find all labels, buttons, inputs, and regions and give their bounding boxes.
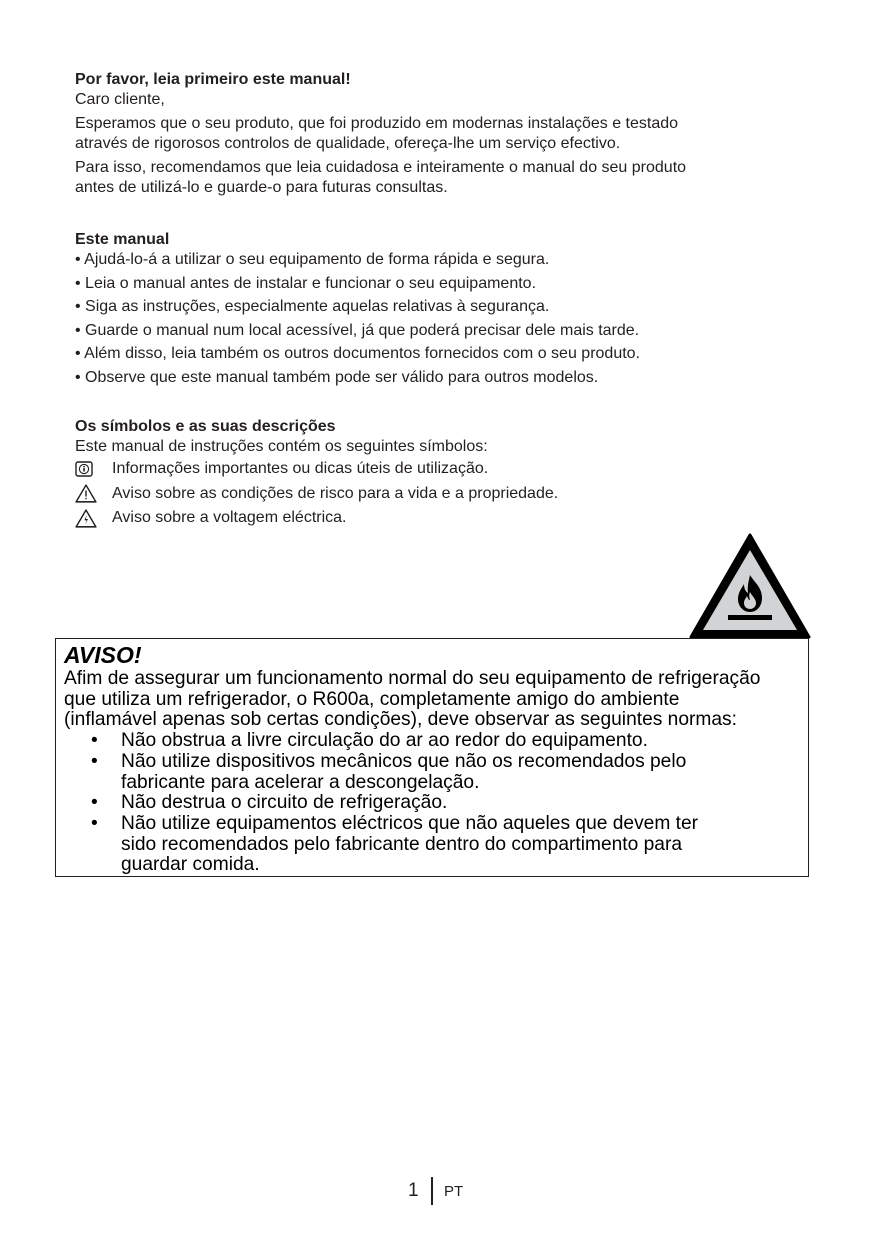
list-item: • Ajudá-lo-á a utilizar o seu equipamento de forma rápida e segura. [75, 251, 550, 268]
intro-paragraph-1-line-1: Esperamos que o seu produto, que foi produzido em modernas instalações e testado [75, 115, 679, 132]
list-item [64, 814, 808, 876]
manual-heading: Este manual [75, 231, 170, 248]
list-item: • Guarde o manual num local acessível, já que poderá precisar dele mais tarde. [75, 321, 640, 339]
bullet: • [91, 750, 98, 772]
list-item-line: guardar comida. [121, 854, 260, 876]
page-footer [0, 1177, 875, 1205]
warning-box [55, 638, 809, 877]
manual-section [75, 230, 795, 392]
intro-heading: Por favor, leia primeiro este manual! [75, 71, 351, 88]
list-item-line: Não utilize equipamentos eléctricos que não aqueles que devem ter [121, 812, 699, 834]
intro-paragraph-2-line-2: antes de utilizá-lo e guarde-o para futuras consultas. [75, 179, 448, 196]
electric-warning-icon [75, 508, 97, 528]
intro-paragraph-1-line-2: através de rigorosos controlos de qualidade, ofereça-lhe um serviço efectivo. [75, 135, 621, 152]
symbol-row-warning [75, 482, 795, 507]
warning-text-line-1: Afim de assegurar um funcionamento normal do seu equipamento de refrigeração [64, 668, 761, 689]
list-item [64, 731, 808, 752]
intro-paragraph-2-line-1: Para isso, recomendamos que leia cuidadosa e inteiramente o manual do seu produto [75, 159, 687, 176]
list-item-line: Não destrua o circuito de refrigeração. [121, 792, 448, 814]
list-item-line: sido recomendados pelo fabricante dentro do compartimento para [121, 833, 683, 855]
list-item-line: fabricante para acelerar a descongelação. [121, 771, 480, 793]
info-icon [75, 459, 97, 479]
manual-list [75, 250, 795, 388]
warning-text-line-3: (inflamável apenas sob certas condições), deve observar as seguintes normas: [64, 709, 737, 731]
symbols-heading: Os símbolos e as suas descrições [75, 418, 336, 435]
list-item: • Siga as instruções, especialmente aquelas relativas à segurança. [75, 298, 550, 316]
symbol-row-info [75, 457, 795, 482]
list-item [64, 752, 808, 793]
warning-triangle-icon [75, 484, 97, 504]
bullet: • [91, 812, 98, 834]
page-number: 1 [408, 1180, 419, 1201]
list-item: • Leia o manual antes de instalar e funcionar o seu equipamento. [75, 274, 537, 292]
symbol-description: Informações importantes ou dicas úteis de utilização. [112, 460, 489, 478]
warning-text-line-2: que utiliza um refrigerador, o R600a, completamente amigo do ambiente [64, 688, 680, 710]
list-item [64, 793, 808, 814]
list-item: • Observe que este manual também pode ser válido para outros modelos. [75, 368, 599, 386]
greeting: Caro cliente, [75, 91, 165, 108]
symbols-intro: Este manual de instruções contém os seguintes símbolos: [75, 438, 488, 455]
symbol-description: Aviso sobre a voltagem eléctrica. [112, 509, 347, 527]
symbol-row-electric [75, 506, 795, 531]
symbol-description: Aviso sobre as condições de risco para a vida e a propriedade. [112, 484, 559, 502]
list-item-line: Não utilize dispositivos mecânicos que não os recomendados pelo [121, 750, 687, 772]
warning-list [64, 731, 808, 876]
bullet: • [91, 730, 98, 752]
intro-section [75, 70, 795, 198]
list-item-line: Não obstrua a livre circulação do ar ao redor do equipamento. [121, 730, 648, 752]
symbols-section [75, 417, 795, 531]
flammable-warning-icon [688, 532, 812, 640]
language-code: PT [444, 1183, 464, 1200]
footer-divider [431, 1177, 433, 1205]
warning-title: AVISO! [64, 642, 142, 668]
bullet: • [91, 792, 98, 814]
list-item: • Além disso, leia também os outros documentos fornecidos com o seu produto. [75, 345, 640, 363]
